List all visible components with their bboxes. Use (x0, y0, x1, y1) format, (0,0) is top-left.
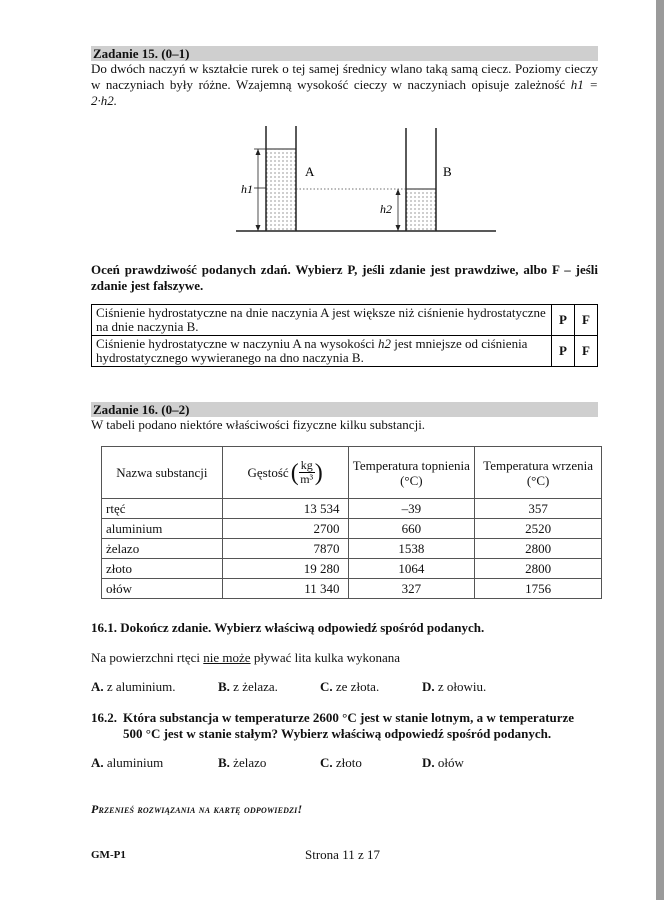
answer-p-button[interactable]: P (552, 305, 575, 336)
task16-intro: W tabeli podano niektóre właściwości fizyczne kilku substancji. (91, 417, 426, 432)
transfer-note: Przenieś rozwiązania na kartę odpowiedzi! (91, 802, 303, 816)
substances-table (101, 446, 602, 599)
task15-heading: Zadanie 15. (0–1) (91, 46, 598, 61)
option-a[interactable]: A. aluminium (91, 755, 164, 770)
header-melting: Temperatura topnienia (°C) (348, 447, 475, 499)
task15-formula: h1 = 2·h2. (91, 77, 599, 108)
question-16-2-title: 16.2. Która substancja w temperaturze 2600 °C jest w stanie lotnym, a w temperaturze 500 °C jest w stanie stałym? Wybierz właściwą odpowiedź spośród podanych. (91, 710, 575, 741)
question-16-2-options (91, 755, 598, 771)
option-d[interactable]: D. ołów (422, 755, 464, 770)
answer-f-button[interactable]: F (575, 336, 598, 367)
option-c[interactable]: C. złoto (320, 755, 362, 770)
table-row: żelazo 7870 1538 2800 (102, 539, 602, 559)
header-name: Nazwa substancji (102, 447, 223, 499)
option-a[interactable]: A. z aluminium. (91, 679, 176, 694)
task15-instruction: Oceń prawdziwość podanych zdań. Wybierz P, jeśli zdanie jest prawdziwe, albo F – jeśli zdanie jest fałszywe. (91, 262, 598, 293)
h1-dimension (254, 149, 266, 231)
statement-text: Ciśnienie hydrostatyczne w naczyniu A na wysokości h2 jest mniejsze od ciśnienia hydrostatycznego wywieranego na dno naczynia B. (92, 336, 552, 367)
table-row: złoto 19 280 1064 2800 (102, 559, 602, 579)
statement-text: Ciśnienie hydrostatyczne na dnie naczynia A jest większe niż ciśnienie hydrostatyczne na dnie naczynia B. (92, 305, 552, 336)
page-number: Strona 11 z 17 (305, 847, 380, 862)
label-a: A (305, 164, 315, 179)
vessels-diagram (230, 120, 505, 240)
question-16-1-options (91, 679, 598, 695)
task16-heading: Zadanie 16. (0–2) (91, 402, 598, 417)
label-h2: h2 (380, 202, 392, 216)
option-d[interactable]: D. z ołowiu. (422, 679, 487, 694)
true-false-table (91, 304, 598, 367)
answer-p-button[interactable]: P (552, 336, 575, 367)
option-b[interactable]: B. z żelaza. (218, 679, 278, 694)
statement-row (92, 336, 598, 367)
vessel-b (406, 128, 436, 231)
table-row: aluminium 2700 660 2520 (102, 519, 602, 539)
header-boiling: Temperatura wrzenia (°C) (475, 447, 602, 499)
label-h1: h1 (241, 182, 253, 196)
answer-f-button[interactable]: F (575, 305, 598, 336)
header-density: Gęstość ( kg m³ ) (222, 447, 348, 499)
h2-dimension (396, 189, 401, 231)
table-row: ołów 11 340 327 1756 (102, 579, 602, 599)
question-16-1-title: 16.1. Dokończ zdanie. Wybierz właściwą odpowiedź spośród podanych. (91, 620, 485, 635)
option-c[interactable]: C. ze złota. (320, 679, 380, 694)
exam-code: GM-P1 (91, 849, 126, 861)
question-16-1-sentence: Na powierzchni rtęci nie może pływać lita kulka wykonana (91, 650, 401, 665)
label-b: B (443, 164, 452, 179)
page-edge-shadow (656, 0, 664, 900)
task15-intro (91, 61, 598, 109)
emphasis-underline: nie może (203, 650, 251, 665)
option-b[interactable]: B. żelazo (218, 755, 267, 770)
vessel-a (266, 126, 296, 231)
task15-intro-text: Do dwóch naczyń w kształcie rurek o tej samej średnicy wlano taką samą ciecz. Poziomy cieczy w naczyniach były różne. Wzajemną wysokość cieczy w naczyniach opisuje zależność (91, 61, 598, 92)
table-header-row (102, 447, 602, 499)
statement-row (92, 305, 598, 336)
table-row: rtęć 13 534 –39 357 (102, 499, 602, 519)
